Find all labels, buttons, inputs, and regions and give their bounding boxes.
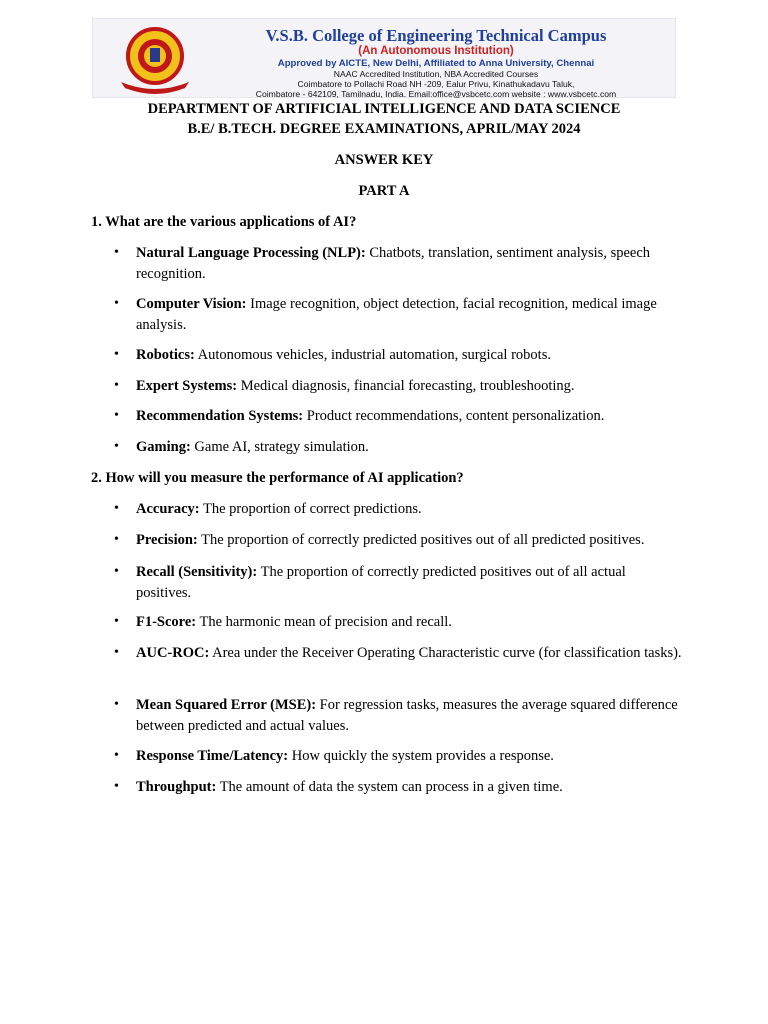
part-title: PART A: [358, 183, 410, 199]
answer-text: The proportion of correctly predicted positives out of all predicted positives.: [197, 532, 645, 548]
question-1: 1. What are the various applications of AI?: [91, 214, 357, 230]
list-item: [114, 643, 684, 664]
answer-term: Gaming:: [136, 439, 191, 455]
answer-text: For regression tasks, measures the average squared difference between predicted and actual values.: [136, 697, 678, 734]
address-line-2: Coimbatore - 642109, Tamilnadu, India. Email:office@vsbcetc.com website : www.vsbcetc.com: [255, 89, 617, 99]
list-item: [114, 695, 684, 736]
answer-text: Game AI, strategy simulation.: [190, 439, 369, 455]
list-item: [114, 406, 684, 427]
answer-term: Accuracy:: [136, 501, 200, 517]
bullet-icon: •: [114, 245, 119, 260]
list-item: [114, 243, 684, 284]
accreditation-line: NAAC Accredited Institution, NBA Accredited Courses: [333, 69, 539, 79]
bullet-icon: •: [114, 532, 119, 547]
bullet-icon: •: [114, 748, 119, 763]
answer-text: Medical diagnosis, financial forecasting, troubleshooting.: [237, 378, 575, 394]
bullet-icon: •: [114, 645, 119, 660]
answer-term: F1-Score:: [136, 614, 197, 630]
answer-term: AUC-ROC:: [136, 645, 210, 661]
college-header-banner: [92, 18, 676, 98]
answer-term: Response Time/Latency:: [136, 748, 289, 764]
answer-term: Recommendation Systems:: [136, 408, 304, 424]
address-line-1: Coimbatore to Pollachi Road NH -209, Ealur Privu, Kinathukadavu Taluk,: [297, 79, 575, 89]
department-title: DEPARTMENT OF ARTIFICIAL INTELLIGENCE AND DATA SCIENCE: [147, 101, 621, 117]
college-name: V.S.B. College of Engineering Technical Campus: [265, 26, 607, 45]
answer-text: Autonomous vehicles, industrial automation, surgical robots.: [194, 347, 551, 363]
bullet-icon: •: [114, 779, 119, 794]
bullet-icon: •: [114, 697, 119, 712]
bullet-icon: •: [114, 501, 119, 516]
answer-text: The proportion of correct predictions.: [199, 501, 422, 517]
college-seal-logo: [115, 24, 195, 94]
exam-title: B.E/ B.TECH. DEGREE EXAMINATIONS, APRIL/MAY 2024: [187, 121, 581, 137]
question-2: 2. How will you measure the performance of AI application?: [91, 470, 464, 486]
answer-text: The proportion of correctly predicted positives out of all actual positives.: [136, 564, 626, 601]
answer-term: Recall (Sensitivity):: [136, 564, 258, 580]
answer-text: Area under the Receiver Operating Characteristic curve (for classification tasks).: [209, 645, 682, 661]
bullet-icon: •: [114, 408, 119, 423]
list-item: [114, 746, 684, 767]
answer-term: Expert Systems:: [136, 378, 238, 394]
answer-term: Computer Vision:: [136, 296, 247, 312]
list-item: [114, 345, 684, 366]
bullet-icon: •: [114, 378, 119, 393]
answer-text: Image recognition, object detection, facial recognition, medical image analysis.: [136, 296, 657, 333]
answer-text: How quickly the system provides a response.: [288, 748, 554, 764]
answer-key-title: ANSWER KEY: [334, 152, 434, 168]
bullet-icon: •: [114, 296, 119, 311]
answer-term: Natural Language Processing (NLP):: [136, 245, 366, 261]
list-item: [114, 499, 684, 520]
answer-text: Chatbots, translation, sentiment analysis, speech recognition.: [136, 245, 651, 282]
answer-term: Robotics:: [136, 347, 195, 363]
bullet-icon: •: [114, 614, 119, 629]
bullet-icon: •: [114, 347, 119, 362]
approval-line: Approved by AICTE, New Delhi, Affiliated to Anna University, Chennai: [277, 58, 595, 69]
list-item: [114, 376, 684, 397]
bullet-icon: •: [114, 439, 119, 454]
answer-text: The amount of data the system can process in a given time.: [216, 779, 563, 795]
list-item: [114, 437, 684, 458]
list-item: [114, 612, 684, 633]
answer-text: Product recommendations, content personalization.: [303, 408, 605, 424]
answer-term: Precision:: [136, 532, 198, 548]
answer-term: Throughput:: [136, 779, 217, 795]
list-item: [114, 562, 684, 603]
answer-term: Mean Squared Error (MSE):: [136, 697, 317, 713]
list-item: [114, 294, 684, 335]
autonomous-label: (An Autonomous Institution): [358, 45, 514, 57]
bullet-icon: •: [114, 564, 119, 579]
list-item: [114, 777, 684, 798]
answer-text: The harmonic mean of precision and recall.: [196, 614, 452, 630]
list-item: [114, 530, 684, 551]
